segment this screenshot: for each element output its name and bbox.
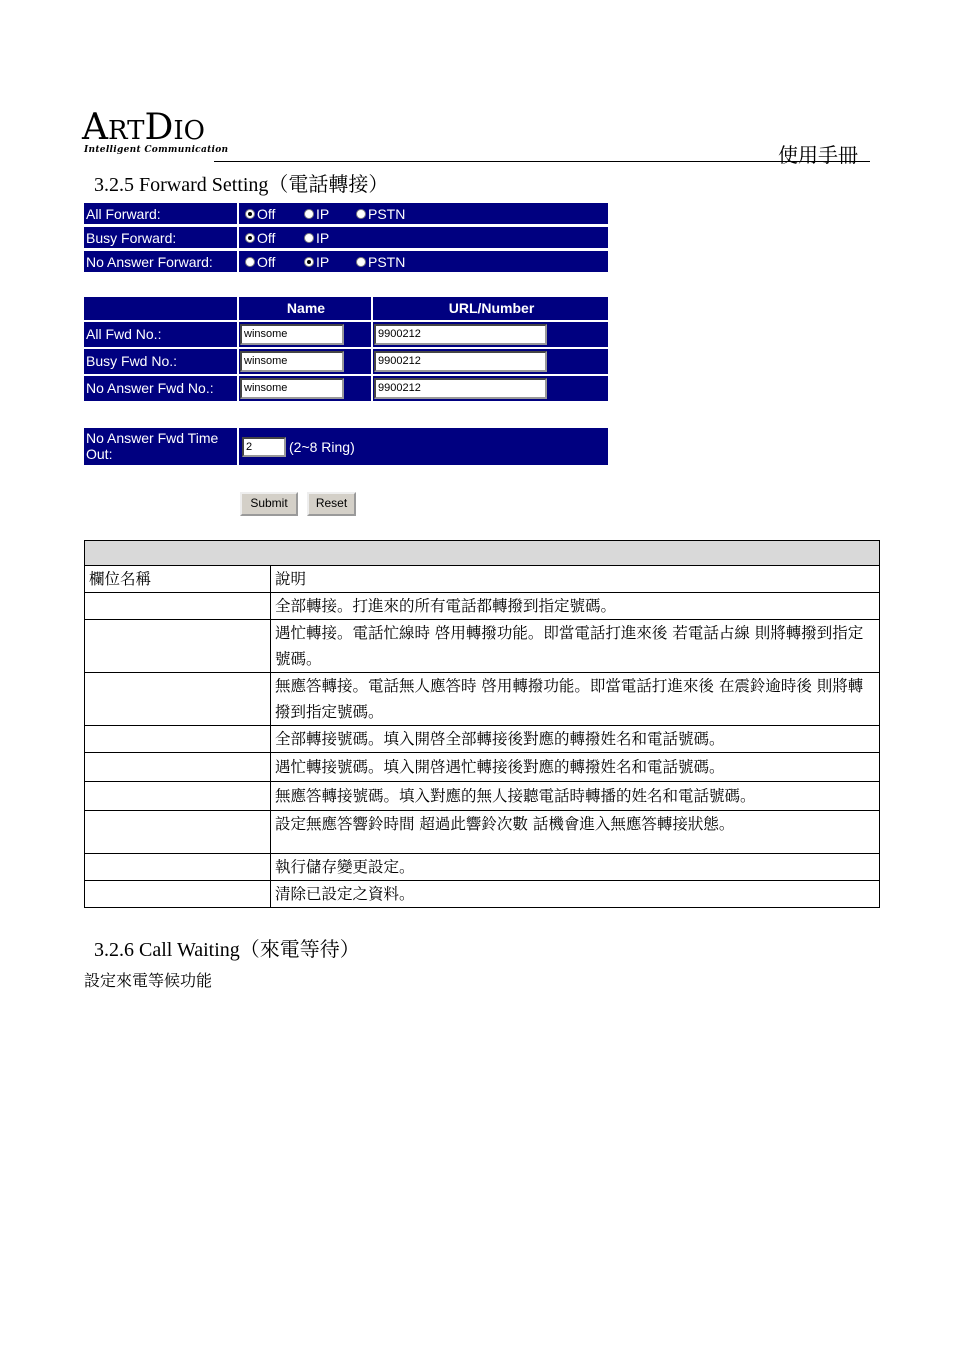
all-forward-pstn-radio[interactable]: PSTN	[356, 206, 405, 222]
field-name-cell	[85, 593, 271, 620]
manual-title: 使用手冊	[778, 143, 858, 167]
table-row	[85, 593, 880, 620]
table-header-bar	[85, 541, 880, 566]
table-row	[85, 753, 880, 782]
all-forward-off-radio[interactable]: Off	[245, 206, 275, 222]
header-empty-cell	[84, 297, 237, 320]
field-name-cell	[85, 673, 271, 726]
busy-forward-ip-radio[interactable]: IP	[304, 230, 329, 246]
description-cell: 遇忙轉接。電話忙線時 啓用轉撥功能。即當電話打進來後 若電話占線 則將轉撥到指定號碼。	[271, 620, 880, 673]
reset-button[interactable]: Reset	[307, 492, 356, 516]
no-answer-fwd-name-input[interactable]: winsome	[240, 378, 344, 399]
section-title-forward: 3.2.5 Forward Setting（電話轉接）	[94, 174, 389, 196]
no-answer-forward-ip-radio[interactable]: IP	[304, 254, 329, 270]
field-name-cell	[85, 782, 271, 811]
radio-icon	[356, 209, 366, 219]
submit-button[interactable]: Submit	[240, 492, 298, 516]
busy-forward-off-radio[interactable]: Off	[245, 230, 275, 246]
field-description-table	[84, 540, 880, 908]
table-row	[85, 620, 880, 673]
busy-forward-label: Busy Forward:	[84, 227, 237, 248]
busy-fwd-name-cell	[239, 349, 371, 374]
table-header-cell	[85, 541, 880, 566]
logo-tagline: Intelligent Communication	[84, 145, 229, 155]
field-name-cell	[85, 854, 271, 881]
table-row	[85, 854, 880, 881]
timeout-label: No Answer Fwd Time Out:	[84, 428, 237, 465]
busy-fwd-number-input[interactable]: 9900212	[374, 351, 547, 372]
col-name-header: Name	[239, 297, 371, 320]
no-answer-forward-label: No Answer Forward:	[84, 251, 237, 272]
radio-icon	[245, 257, 255, 267]
radio-icon	[304, 209, 314, 219]
no-answer-fwd-name-cell	[239, 376, 371, 401]
timeout-cell	[239, 428, 608, 465]
timeout-panel	[84, 428, 608, 465]
all-forward-options	[239, 203, 608, 224]
timeout-hint: (2~8 Ring)	[289, 439, 355, 455]
no-answer-forward-options	[239, 251, 608, 272]
table-row	[85, 673, 880, 726]
no-answer-forward-pstn-radio[interactable]: PSTN	[356, 254, 405, 270]
description-cell: 設定無應答響鈴時間 超過此響鈴次數 話機會進入無應答轉接狀態。	[271, 811, 880, 854]
description-cell: 無應答轉接。電話無人應答時 啓用轉撥功能。即當電話打進來後 在震鈴逾時後 則將轉撥到指定號碼。	[271, 673, 880, 726]
description-cell: 無應答轉接號碼。填入對應的無人接聽電話時轉播的姓名和電話號碼。	[271, 782, 880, 811]
busy-fwd-no-label: Busy Fwd No.:	[84, 349, 237, 374]
description-cell: 全部轉接。打進來的所有電話都轉撥到指定號碼。	[271, 593, 880, 620]
table-row	[85, 811, 880, 854]
description-cell: 清除已設定之資料。	[271, 881, 880, 908]
forward-mode-panel	[84, 203, 608, 272]
field-name-cell	[85, 753, 271, 782]
field-name-cell	[85, 811, 271, 854]
all-forward-label: All Forward:	[84, 203, 237, 224]
all-fwd-number-cell	[373, 322, 608, 347]
table-row	[85, 881, 880, 908]
field-name-cell	[85, 620, 271, 673]
radio-icon	[304, 233, 314, 243]
no-answer-fwd-number-cell	[373, 376, 608, 401]
forward-number-panel	[84, 297, 608, 404]
table-row	[85, 726, 880, 753]
call-waiting-intro: 設定來電等候功能	[84, 971, 213, 990]
description-cell: 執行儲存變更設定。	[271, 854, 880, 881]
no-answer-forward-off-radio[interactable]: Off	[245, 254, 275, 270]
timeout-input[interactable]: 2	[242, 437, 286, 457]
header-rule	[214, 161, 870, 162]
radio-selected-icon	[245, 233, 255, 243]
description-cell: 全部轉接號碼。填入開啓全部轉接後對應的轉撥姓名和電話號碼。	[271, 726, 880, 753]
radio-icon	[356, 257, 366, 267]
busy-fwd-name-input[interactable]: winsome	[240, 351, 344, 372]
field-name-cell	[85, 881, 271, 908]
all-fwd-no-label: All Fwd No.:	[84, 322, 237, 347]
field-name-header: 欄位名稱	[85, 566, 271, 593]
all-fwd-name-cell	[239, 322, 371, 347]
table-row	[85, 782, 880, 811]
radio-selected-icon	[304, 257, 314, 267]
no-answer-fwd-number-input[interactable]: 9900212	[374, 378, 547, 399]
no-answer-fwd-no-label: No Answer Fwd No.:	[84, 376, 237, 401]
table-row	[85, 566, 880, 593]
field-name-cell	[85, 726, 271, 753]
busy-forward-options	[239, 227, 608, 248]
section-title-call-waiting: 3.2.6 Call Waiting（來電等待）	[94, 939, 360, 961]
busy-fwd-number-cell	[373, 349, 608, 374]
all-fwd-number-input[interactable]: 9900212	[374, 324, 547, 345]
radio-selected-icon	[245, 209, 255, 219]
all-fwd-name-input[interactable]: winsome	[240, 324, 344, 345]
artdio-logo: ARTDIO	[82, 107, 205, 148]
description-cell: 遇忙轉接號碼。填入開啓遇忙轉接後對應的轉撥姓名和電話號碼。	[271, 753, 880, 782]
description-header: 說明	[271, 566, 880, 593]
all-forward-ip-radio[interactable]: IP	[304, 206, 329, 222]
col-url-header: URL/Number	[373, 297, 608, 320]
